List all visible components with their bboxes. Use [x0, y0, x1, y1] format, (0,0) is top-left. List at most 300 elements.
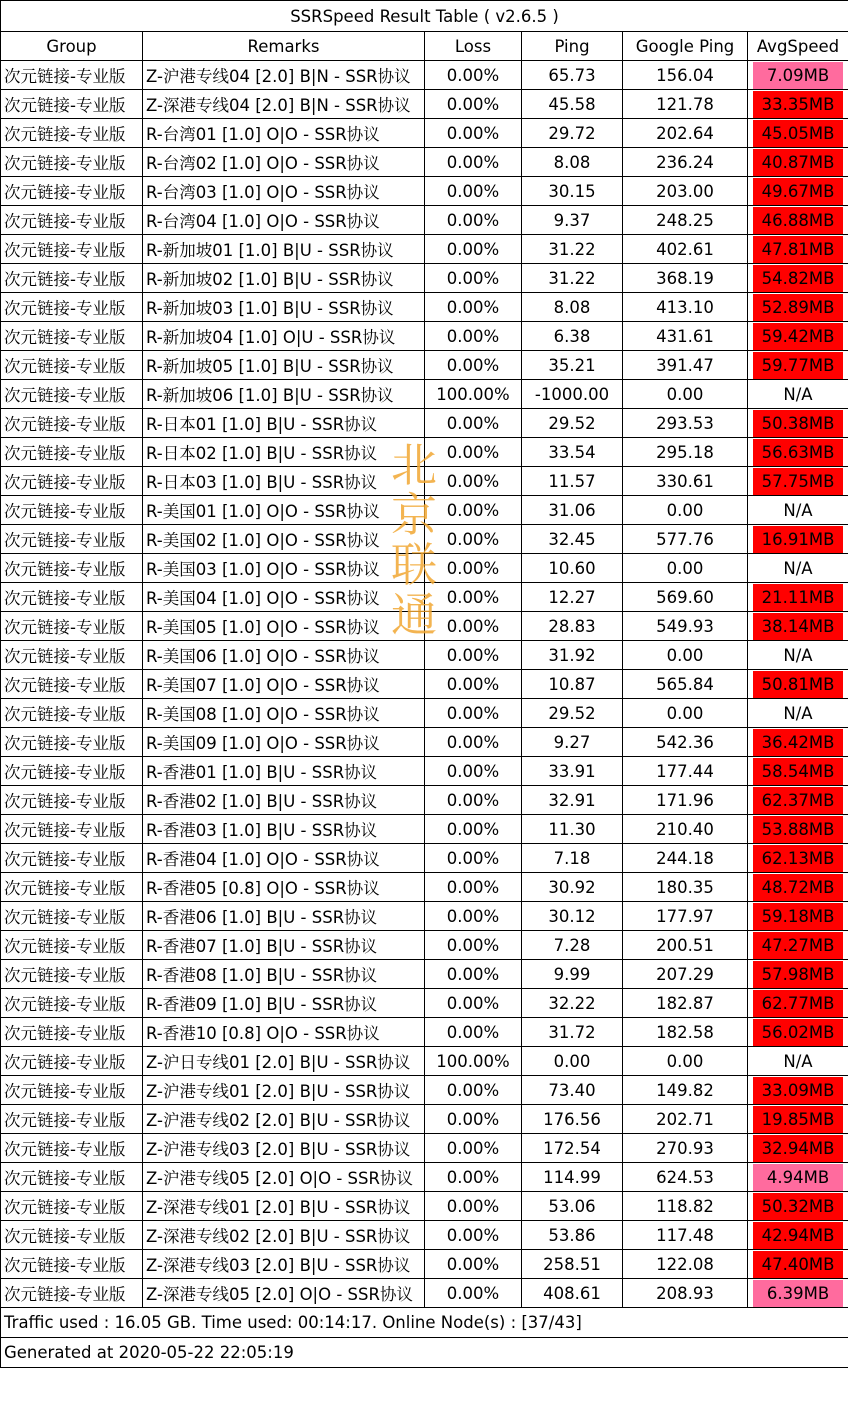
avgspeed-cell: [748, 960, 848, 989]
group-cell: 次元链接-专业版: [1, 90, 143, 119]
table-row: [1, 206, 848, 235]
table-row: [1, 1018, 848, 1047]
table-row: [1, 1163, 848, 1192]
remarks-cell: R-香港05 [0.8] O|O - SSR协议: [143, 873, 425, 902]
ping-cell: 35.21: [522, 351, 623, 380]
traffic-summary: Traffic used : 16.05 GB. Time used: 00:14:17. Online Node(s) : [37/43]: [1, 1308, 848, 1338]
table-row: [1, 844, 848, 873]
ping-cell: 32.45: [522, 525, 623, 554]
table-row: [1, 786, 848, 815]
table-row: [1, 641, 848, 670]
table-row: [1, 815, 848, 844]
avgspeed-cell: [748, 612, 848, 641]
loss-cell: 0.00%: [425, 989, 522, 1018]
google-ping-cell: 203.00: [623, 177, 748, 206]
table-title: SSRSpeed Result Table ( v2.6.5 ): [1, 1, 848, 32]
table-row: [1, 380, 848, 409]
loss-cell: 0.00%: [425, 177, 522, 206]
watermark-char: 北: [391, 438, 437, 492]
ping-cell: 29.52: [522, 699, 623, 728]
remarks-cell: R-美国05 [1.0] O|O - SSR协议: [143, 612, 425, 641]
avgspeed-cell: [748, 989, 848, 1018]
avgspeed-value: 42.94MB: [753, 1222, 843, 1249]
avgspeed-cell: [748, 757, 848, 786]
avgspeed-cell: [748, 322, 848, 351]
loss-cell: 0.00%: [425, 264, 522, 293]
avgspeed-cell: [748, 641, 848, 670]
avgspeed-cell: [748, 148, 848, 177]
avgspeed-value: 50.32MB: [753, 1193, 843, 1220]
table-row: [1, 612, 848, 641]
group-cell: 次元链接-专业版: [1, 206, 143, 235]
ping-cell: 29.52: [522, 409, 623, 438]
table-row: [1, 1221, 848, 1250]
avgspeed-value: 19.85MB: [753, 1106, 843, 1133]
avgspeed-value: N/A: [753, 700, 843, 727]
remarks-cell: Z-深港专线04 [2.0] B|N - SSR协议: [143, 90, 425, 119]
remarks-cell: Z-沪港专线01 [2.0] B|U - SSR协议: [143, 1076, 425, 1105]
loss-cell: 0.00%: [425, 525, 522, 554]
google-ping-cell: 177.44: [623, 757, 748, 786]
google-ping-cell: 177.97: [623, 902, 748, 931]
avgspeed-cell: [748, 902, 848, 931]
google-ping-cell: 431.61: [623, 322, 748, 351]
table-row: [1, 61, 848, 90]
avgspeed-value: 40.87MB: [753, 149, 843, 176]
group-cell: 次元链接-专业版: [1, 1163, 143, 1192]
watermark-char: 联: [391, 538, 437, 592]
remarks-cell: R-美国08 [1.0] O|O - SSR协议: [143, 699, 425, 728]
remarks-cell: Z-沪港专线03 [2.0] B|U - SSR协议: [143, 1134, 425, 1163]
ping-cell: 33.91: [522, 757, 623, 786]
group-cell: 次元链接-专业版: [1, 786, 143, 815]
group-cell: 次元链接-专业版: [1, 931, 143, 960]
group-cell: 次元链接-专业版: [1, 119, 143, 148]
avgspeed-value: 47.81MB: [753, 236, 843, 263]
header-row: [1, 32, 848, 61]
ping-cell: 408.61: [522, 1279, 623, 1308]
ping-cell: 31.06: [522, 496, 623, 525]
avgspeed-cell: [748, 554, 848, 583]
google-ping-cell: 236.24: [623, 148, 748, 177]
google-ping-cell: 391.47: [623, 351, 748, 380]
loss-cell: 0.00%: [425, 467, 522, 496]
footer-row-traffic: [1, 1308, 848, 1338]
loss-cell: 0.00%: [425, 728, 522, 757]
ping-cell: 30.12: [522, 902, 623, 931]
ping-cell: 0.00: [522, 1047, 623, 1076]
ping-cell: 114.99: [522, 1163, 623, 1192]
avgspeed-cell: [748, 1105, 848, 1134]
remarks-cell: R-新加坡04 [1.0] O|U - SSR协议: [143, 322, 425, 351]
group-cell: 次元链接-专业版: [1, 612, 143, 641]
group-cell: 次元链接-专业版: [1, 409, 143, 438]
group-cell: 次元链接-专业版: [1, 1221, 143, 1250]
avgspeed-value: 45.05MB: [753, 120, 843, 147]
avgspeed-value: 38.14MB: [753, 613, 843, 640]
ping-cell: 11.57: [522, 467, 623, 496]
group-cell: 次元链接-专业版: [1, 844, 143, 873]
avgspeed-cell: [748, 844, 848, 873]
loss-cell: 0.00%: [425, 206, 522, 235]
google-ping-cell: 0.00: [623, 641, 748, 670]
ping-cell: 73.40: [522, 1076, 623, 1105]
avgspeed-value: 46.88MB: [753, 207, 843, 234]
avgspeed-value: 57.75MB: [753, 468, 843, 495]
group-cell: 次元链接-专业版: [1, 989, 143, 1018]
remarks-cell: R-日本01 [1.0] B|U - SSR协议: [143, 409, 425, 438]
remarks-cell: R-香港06 [1.0] B|U - SSR协议: [143, 902, 425, 931]
avgspeed-cell: [748, 90, 848, 119]
ping-cell: 32.91: [522, 786, 623, 815]
loss-cell: 0.00%: [425, 61, 522, 90]
avgspeed-value: 56.02MB: [753, 1019, 843, 1046]
ping-cell: 9.37: [522, 206, 623, 235]
avgspeed-value: 53.88MB: [753, 816, 843, 843]
ping-cell: 172.54: [522, 1134, 623, 1163]
table-row: [1, 409, 848, 438]
header-avgspeed: AvgSpeed: [748, 32, 848, 61]
group-cell: 次元链接-专业版: [1, 641, 143, 670]
google-ping-cell: 171.96: [623, 786, 748, 815]
loss-cell: 0.00%: [425, 1221, 522, 1250]
remarks-cell: R-香港04 [1.0] O|O - SSR协议: [143, 844, 425, 873]
avgspeed-value: 52.89MB: [753, 294, 843, 321]
avgspeed-value: 50.81MB: [753, 671, 843, 698]
table-row: [1, 728, 848, 757]
header-google-ping: Google Ping: [623, 32, 748, 61]
avgspeed-cell: [748, 583, 848, 612]
google-ping-cell: 402.61: [623, 235, 748, 264]
group-cell: 次元链接-专业版: [1, 583, 143, 612]
ping-cell: 6.38: [522, 322, 623, 351]
remarks-cell: R-新加坡05 [1.0] B|U - SSR协议: [143, 351, 425, 380]
avgspeed-value: 4.94MB: [753, 1164, 843, 1191]
avgspeed-value: 59.77MB: [753, 352, 843, 379]
ping-cell: 10.87: [522, 670, 623, 699]
loss-cell: 0.00%: [425, 670, 522, 699]
ping-cell: 7.28: [522, 931, 623, 960]
table-row: [1, 1250, 848, 1279]
remarks-cell: R-香港01 [1.0] B|U - SSR协议: [143, 757, 425, 786]
remarks-cell: R-香港02 [1.0] B|U - SSR协议: [143, 786, 425, 815]
group-cell: 次元链接-专业版: [1, 1076, 143, 1105]
avgspeed-cell: [748, 873, 848, 902]
ping-cell: 53.06: [522, 1192, 623, 1221]
table-row: [1, 90, 848, 119]
remarks-cell: R-美国02 [1.0] O|O - SSR协议: [143, 525, 425, 554]
table-row: [1, 177, 848, 206]
loss-cell: 0.00%: [425, 612, 522, 641]
google-ping-cell: 0.00: [623, 496, 748, 525]
avgspeed-value: 57.98MB: [753, 961, 843, 988]
avgspeed-cell: [748, 931, 848, 960]
loss-cell: 0.00%: [425, 786, 522, 815]
table-row: [1, 1105, 848, 1134]
avgspeed-cell: [748, 1134, 848, 1163]
google-ping-cell: 182.58: [623, 1018, 748, 1047]
table-row: [1, 873, 848, 902]
remarks-cell: R-美国01 [1.0] O|O - SSR协议: [143, 496, 425, 525]
loss-cell: 0.00%: [425, 235, 522, 264]
group-cell: 次元链接-专业版: [1, 757, 143, 786]
header-loss: Loss: [425, 32, 522, 61]
generated-timestamp: Generated at 2020-05-22 22:05:19: [1, 1338, 848, 1368]
group-cell: 次元链接-专业版: [1, 380, 143, 409]
loss-cell: 0.00%: [425, 931, 522, 960]
loss-cell: 0.00%: [425, 119, 522, 148]
avgspeed-value: 62.77MB: [753, 990, 843, 1017]
group-cell: 次元链接-专业版: [1, 1047, 143, 1076]
ping-cell: 258.51: [522, 1250, 623, 1279]
avgspeed-cell: [748, 293, 848, 322]
avgspeed-cell: [748, 786, 848, 815]
avgspeed-cell: [748, 815, 848, 844]
table-row: [1, 1047, 848, 1076]
google-ping-cell: 0.00: [623, 380, 748, 409]
loss-cell: 0.00%: [425, 1279, 522, 1308]
ping-cell: -1000.00: [522, 380, 623, 409]
table-row: [1, 554, 848, 583]
avgspeed-value: 62.13MB: [753, 845, 843, 872]
google-ping-cell: 569.60: [623, 583, 748, 612]
remarks-cell: R-新加坡01 [1.0] B|U - SSR协议: [143, 235, 425, 264]
avgspeed-value: 50.38MB: [753, 410, 843, 437]
avgspeed-cell: [748, 1250, 848, 1279]
group-cell: 次元链接-专业版: [1, 670, 143, 699]
group-cell: 次元链接-专业版: [1, 728, 143, 757]
avgspeed-value: 36.42MB: [753, 729, 843, 756]
loss-cell: 0.00%: [425, 293, 522, 322]
google-ping-cell: 368.19: [623, 264, 748, 293]
loss-cell: 0.00%: [425, 554, 522, 583]
loss-cell: 0.00%: [425, 438, 522, 467]
group-cell: 次元链接-专业版: [1, 1018, 143, 1047]
google-ping-cell: 244.18: [623, 844, 748, 873]
remarks-cell: R-香港03 [1.0] B|U - SSR协议: [143, 815, 425, 844]
group-cell: 次元链接-专业版: [1, 177, 143, 206]
avgspeed-value: N/A: [753, 642, 843, 669]
loss-cell: 0.00%: [425, 1134, 522, 1163]
remarks-cell: Z-沪港专线02 [2.0] B|U - SSR协议: [143, 1105, 425, 1134]
table-row: [1, 148, 848, 177]
avgspeed-cell: [748, 1221, 848, 1250]
ping-cell: 10.60: [522, 554, 623, 583]
table-row: [1, 119, 848, 148]
avgspeed-value: 48.72MB: [753, 874, 843, 901]
group-cell: 次元链接-专业版: [1, 496, 143, 525]
avgspeed-cell: [748, 119, 848, 148]
remarks-cell: R-美国06 [1.0] O|O - SSR协议: [143, 641, 425, 670]
group-cell: 次元链接-专业版: [1, 960, 143, 989]
table-row: [1, 351, 848, 380]
table-row: [1, 1279, 848, 1308]
ping-cell: 31.92: [522, 641, 623, 670]
remarks-cell: R-台湾03 [1.0] O|O - SSR协议: [143, 177, 425, 206]
group-cell: 次元链接-专业版: [1, 554, 143, 583]
group-cell: 次元链接-专业版: [1, 1134, 143, 1163]
avgspeed-value: N/A: [753, 555, 843, 582]
table-row: [1, 670, 848, 699]
header-group: Group: [1, 32, 143, 61]
avgspeed-cell: [748, 728, 848, 757]
group-cell: 次元链接-专业版: [1, 438, 143, 467]
google-ping-cell: 208.93: [623, 1279, 748, 1308]
avgspeed-value: 54.82MB: [753, 265, 843, 292]
remarks-cell: R-美国09 [1.0] O|O - SSR协议: [143, 728, 425, 757]
loss-cell: 0.00%: [425, 815, 522, 844]
table-row: [1, 1076, 848, 1105]
avgspeed-value: 33.35MB: [753, 91, 843, 118]
group-cell: 次元链接-专业版: [1, 61, 143, 90]
avgspeed-value: 62.37MB: [753, 787, 843, 814]
table-row: [1, 989, 848, 1018]
google-ping-cell: 295.18: [623, 438, 748, 467]
google-ping-cell: 565.84: [623, 670, 748, 699]
group-cell: 次元链接-专业版: [1, 1279, 143, 1308]
google-ping-cell: 542.36: [623, 728, 748, 757]
group-cell: 次元链接-专业版: [1, 148, 143, 177]
table-row: [1, 438, 848, 467]
avgspeed-value: 47.27MB: [753, 932, 843, 959]
remarks-cell: R-日本02 [1.0] B|U - SSR协议: [143, 438, 425, 467]
group-cell: 次元链接-专业版: [1, 815, 143, 844]
group-cell: 次元链接-专业版: [1, 322, 143, 351]
table-row: [1, 583, 848, 612]
loss-cell: 100.00%: [425, 1047, 522, 1076]
remarks-cell: R-香港08 [1.0] B|U - SSR协议: [143, 960, 425, 989]
group-cell: 次元链接-专业版: [1, 351, 143, 380]
table-row: [1, 1192, 848, 1221]
google-ping-cell: 330.61: [623, 467, 748, 496]
google-ping-cell: 0.00: [623, 699, 748, 728]
loss-cell: 0.00%: [425, 873, 522, 902]
avgspeed-value: 56.63MB: [753, 439, 843, 466]
remarks-cell: R-美国03 [1.0] O|O - SSR协议: [143, 554, 425, 583]
avgspeed-cell: [748, 351, 848, 380]
watermark-char: 京: [391, 488, 437, 542]
google-ping-cell: 207.29: [623, 960, 748, 989]
table-row: [1, 264, 848, 293]
avgspeed-cell: [748, 380, 848, 409]
ping-cell: 31.72: [522, 1018, 623, 1047]
remarks-cell: R-台湾01 [1.0] O|O - SSR协议: [143, 119, 425, 148]
avgspeed-cell: [748, 177, 848, 206]
footer-row-generated: [1, 1338, 848, 1368]
ping-cell: 8.08: [522, 148, 623, 177]
avgspeed-value: 33.09MB: [753, 1077, 843, 1104]
avgspeed-cell: [748, 1047, 848, 1076]
avgspeed-value: N/A: [753, 1048, 843, 1075]
google-ping-cell: 624.53: [623, 1163, 748, 1192]
header-ping: Ping: [522, 32, 623, 61]
avgspeed-cell: [748, 525, 848, 554]
remarks-cell: Z-沪港专线04 [2.0] B|N - SSR协议: [143, 61, 425, 90]
loss-cell: 0.00%: [425, 1105, 522, 1134]
ping-cell: 33.54: [522, 438, 623, 467]
google-ping-cell: 118.82: [623, 1192, 748, 1221]
remarks-cell: R-香港09 [1.0] B|U - SSR协议: [143, 989, 425, 1018]
ping-cell: 31.22: [522, 264, 623, 293]
loss-cell: 0.00%: [425, 699, 522, 728]
avgspeed-value: 58.54MB: [753, 758, 843, 785]
loss-cell: 0.00%: [425, 90, 522, 119]
google-ping-cell: 293.53: [623, 409, 748, 438]
table-row: [1, 293, 848, 322]
ping-cell: 12.27: [522, 583, 623, 612]
table-row: [1, 902, 848, 931]
avgspeed-cell: [748, 1279, 848, 1308]
avgspeed-value: 59.18MB: [753, 903, 843, 930]
remarks-cell: R-美国04 [1.0] O|O - SSR协议: [143, 583, 425, 612]
loss-cell: 0.00%: [425, 583, 522, 612]
avgspeed-value: N/A: [753, 497, 843, 524]
remarks-cell: R-香港10 [0.8] O|O - SSR协议: [143, 1018, 425, 1047]
table-row: [1, 960, 848, 989]
google-ping-cell: 117.48: [623, 1221, 748, 1250]
google-ping-cell: 248.25: [623, 206, 748, 235]
remarks-cell: R-香港07 [1.0] B|U - SSR协议: [143, 931, 425, 960]
ping-cell: 7.18: [522, 844, 623, 873]
loss-cell: 0.00%: [425, 641, 522, 670]
group-cell: 次元链接-专业版: [1, 1105, 143, 1134]
remarks-cell: Z-沪港专线05 [2.0] O|O - SSR协议: [143, 1163, 425, 1192]
loss-cell: 0.00%: [425, 844, 522, 873]
avgspeed-value: 49.67MB: [753, 178, 843, 205]
google-ping-cell: 122.08: [623, 1250, 748, 1279]
remarks-cell: R-新加坡06 [1.0] B|U - SSR协议: [143, 380, 425, 409]
table-row: [1, 525, 848, 554]
ping-cell: 8.08: [522, 293, 623, 322]
loss-cell: 0.00%: [425, 148, 522, 177]
remarks-cell: Z-深港专线01 [2.0] B|U - SSR协议: [143, 1192, 425, 1221]
google-ping-cell: 121.78: [623, 90, 748, 119]
remarks-cell: Z-深港专线02 [2.0] B|U - SSR协议: [143, 1221, 425, 1250]
ping-cell: 30.92: [522, 873, 623, 902]
group-cell: 次元链接-专业版: [1, 902, 143, 931]
ping-cell: 53.86: [522, 1221, 623, 1250]
google-ping-cell: 270.93: [623, 1134, 748, 1163]
table-row: [1, 757, 848, 786]
avgspeed-cell: [748, 670, 848, 699]
loss-cell: 0.00%: [425, 322, 522, 351]
google-ping-cell: 180.35: [623, 873, 748, 902]
avgspeed-value: 16.91MB: [753, 526, 843, 553]
avgspeed-value: 32.94MB: [753, 1135, 843, 1162]
google-ping-cell: 202.71: [623, 1105, 748, 1134]
avgspeed-cell: [748, 496, 848, 525]
avgspeed-cell: [748, 235, 848, 264]
remarks-cell: R-台湾02 [1.0] O|O - SSR协议: [143, 148, 425, 177]
loss-cell: 0.00%: [425, 757, 522, 786]
avgspeed-value: 6.39MB: [753, 1280, 843, 1307]
avgspeed-value: 59.42MB: [753, 323, 843, 350]
table-row: [1, 235, 848, 264]
group-cell: 次元链接-专业版: [1, 699, 143, 728]
google-ping-cell: 0.00: [623, 1047, 748, 1076]
google-ping-cell: 202.64: [623, 119, 748, 148]
group-cell: 次元链接-专业版: [1, 1192, 143, 1221]
loss-cell: 0.00%: [425, 1018, 522, 1047]
remarks-cell: R-日本03 [1.0] B|U - SSR协议: [143, 467, 425, 496]
ping-cell: 32.22: [522, 989, 623, 1018]
avgspeed-cell: [748, 264, 848, 293]
group-cell: 次元链接-专业版: [1, 525, 143, 554]
loss-cell: 0.00%: [425, 409, 522, 438]
ping-cell: 9.99: [522, 960, 623, 989]
loss-cell: 0.00%: [425, 902, 522, 931]
avgspeed-cell: [748, 206, 848, 235]
